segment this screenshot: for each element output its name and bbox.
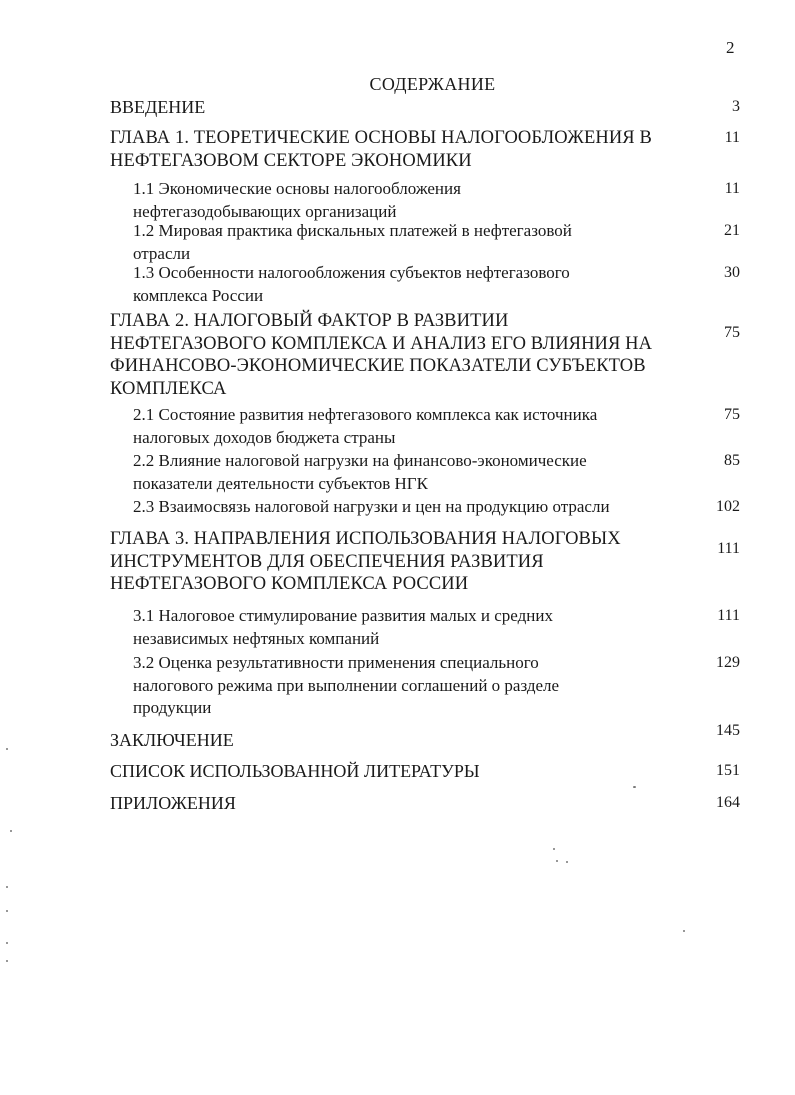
toc-entry-page: 75 — [724, 324, 740, 341]
toc-entry-page: 151 — [716, 762, 740, 779]
toc-entry-section-3-2 — [133, 652, 740, 720]
scan-speck — [556, 860, 558, 862]
toc-entry-chapter-1 — [110, 127, 740, 173]
toc-entry-page: 30 — [724, 264, 740, 281]
toc-entry-page: 111 — [717, 540, 740, 557]
toc-entry-text: 1.1 Экономические основы налогообложения нефтегазодобывающих организаций — [133, 179, 461, 221]
toc-entry-section-2-2 — [133, 450, 740, 494]
scan-speck — [683, 930, 685, 932]
toc-entry-text: ВВЕДЕНИЕ — [110, 97, 206, 117]
toc-entry-page: 164 — [716, 794, 740, 811]
scan-speck — [633, 786, 636, 788]
toc-entry-text: ГЛАВА 2. НАЛОГОВЫЙ ФАКТОР В РАЗВИТИИ НЕФТЕГАЗОВОГО КОМПЛЕКСА И АНАЛИЗ ЕГО ВЛИЯНИЯ НА ФИНАНСОВО-ЭКОНОМИЧЕСКИЕ ПОКАЗАТЕЛИ СУБЪЕКТОВ КОМПЛЕКСА — [110, 311, 653, 399]
toc-entry-chapter-3 — [110, 528, 740, 598]
toc-entry-text: 3.2 Оценка результативности применения специального налогового режима при выполнении соглашений о разделе продукции — [133, 653, 560, 717]
toc-entry-section-2-1 — [133, 404, 740, 448]
scan-speck — [6, 960, 8, 962]
toc-entry-bibliography — [110, 760, 740, 782]
scan-speck — [10, 830, 12, 832]
toc-entry-chapter-2 — [110, 310, 740, 402]
toc-entry-section-3-1 — [133, 605, 740, 649]
toc-entry-text: ГЛАВА 3. НАПРАВЛЕНИЯ ИСПОЛЬЗОВАНИЯ НАЛОГОВЫХ ИНСТРУМЕНТОВ ДЛЯ ОБЕСПЕЧЕНИЯ РАЗВИТИЯ НЕФТЕГАЗОВОГО КОМПЛЕКСА РОССИИ — [110, 529, 621, 594]
toc-entry-text: 2.1 Состояние развития нефтегазового комплекса как источника налоговых доходов бюджета страны — [133, 405, 598, 447]
toc-entry-page: 129 — [716, 654, 740, 671]
toc-entry-page: 145 — [716, 722, 740, 739]
page-number: 2 — [726, 38, 735, 57]
toc-entry-text: 2.2 Влияние налоговой нагрузки на финансово-экономические показатели деятельности субъектов НГК — [133, 451, 587, 493]
toc-entry-text: 3.1 Налоговое стимулирование развития малых и средних независимых нефтяных компаний — [133, 606, 553, 648]
toc-entry-text: ПРИЛОЖЕНИЯ — [110, 793, 236, 813]
toc-entry-section-1-2 — [133, 220, 740, 264]
toc-entry-page: 21 — [724, 222, 740, 239]
toc-entry-conclusion — [110, 720, 740, 760]
toc-entry-appendices — [110, 792, 740, 814]
toc-entry-page: 11 — [724, 180, 740, 197]
toc-entry-section-2-3 — [133, 496, 740, 518]
scan-speck — [6, 886, 8, 888]
scan-speck — [6, 748, 8, 750]
toc-entry-page: 75 — [724, 406, 740, 423]
toc-entry-page: 102 — [716, 498, 740, 515]
toc-entry-page: 85 — [724, 452, 740, 469]
toc-entry-page: 111 — [717, 607, 740, 624]
toc-entry-text: 1.2 Мировая практика фискальных платежей в нефтегазовой отрасли — [133, 221, 572, 263]
toc-entry-text: ГЛАВА 1. ТЕОРЕТИЧЕСКИЕ ОСНОВЫ НАЛОГООБЛОЖЕНИЯ В НЕФТЕГАЗОВОМ СЕКТОРЕ ЭКОНОМИКИ — [110, 128, 652, 171]
scan-speck — [553, 848, 555, 850]
toc-entry-text: 1.3 Особенности налогообложения субъектов нефтегазового комплекса России — [133, 263, 570, 305]
toc-entry-text: 2.3 Взаимосвязь налоговой нагрузки и цен на продукцию отрасли — [133, 497, 610, 516]
scan-speck — [6, 942, 8, 944]
toc-entry-introduction — [110, 96, 740, 118]
toc-entry-section-1-3 — [133, 262, 740, 306]
toc-entry-text: СПИСОК ИСПОЛЬЗОВАННОЙ ЛИТЕРАТУРЫ — [110, 761, 480, 781]
toc-entry-text: ЗАКЛЮЧЕНИЕ — [110, 730, 234, 750]
scan-speck — [6, 910, 8, 912]
toc-title: СОДЕРЖАНИЕ — [369, 74, 496, 94]
scan-speck — [566, 861, 568, 863]
toc-entry-page: 3 — [732, 98, 740, 115]
toc-entry-page: 11 — [724, 129, 740, 146]
toc-entry-section-1-1 — [133, 178, 740, 222]
